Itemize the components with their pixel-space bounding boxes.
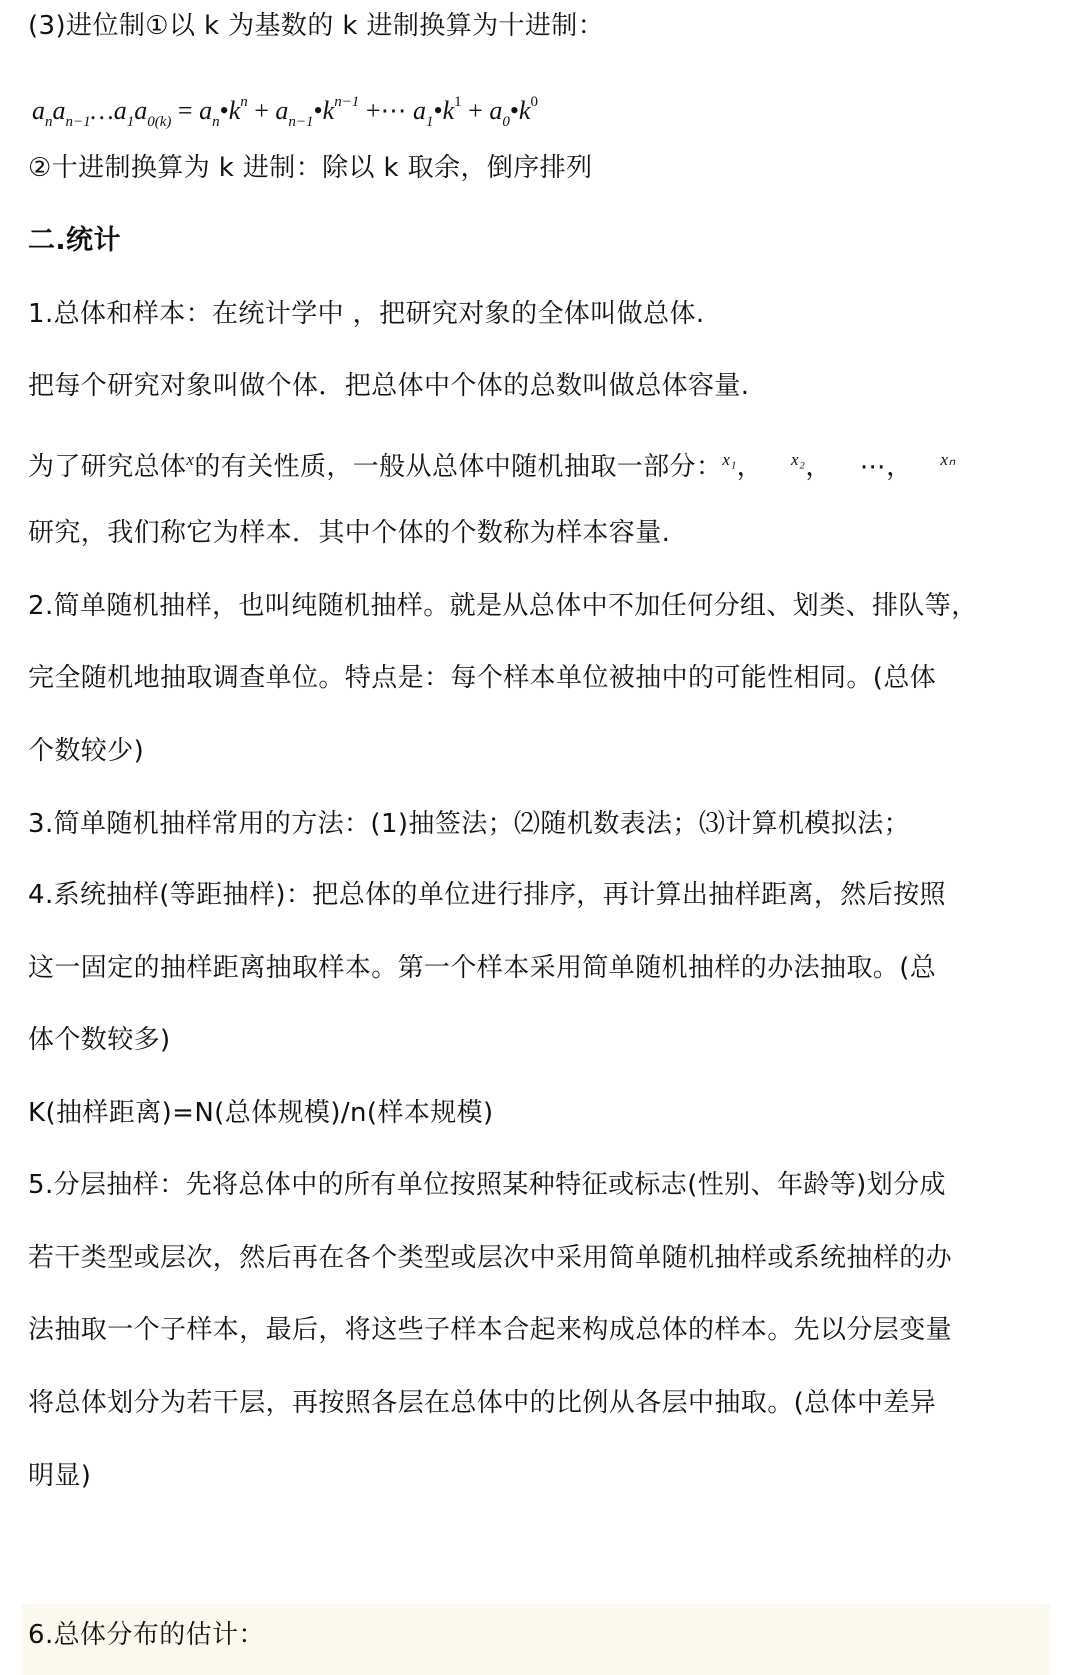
paragraph-line: 6.总体分布的估计： bbox=[28, 1620, 265, 1650]
sampling-interval-formula: K(抽样距离)=N(总体规模)/n(样本规模) bbox=[28, 1098, 494, 1128]
decimal-to-k-rule: ②十进制换算为 k 进制：除以 k 取余，倒序排列 bbox=[28, 153, 593, 183]
paragraph-line: 3.简单随机抽样常用的方法：(1)抽签法；⑵随机数表法；⑶计算机模拟法； bbox=[28, 809, 911, 839]
paragraph-line: 研究，我们称它为样本．其中个体的个数称为样本容量. bbox=[28, 518, 671, 548]
sample-xn: xₙ bbox=[940, 450, 956, 469]
formula-rhs: $a_n•k^n$ + $a_{n-1}•k^{n-1}$ +⋯ $a_1•k^1$ + $a_0•k^0$ bbox=[199, 94, 538, 130]
paragraph-line: 5.分层抽样：先将总体中的所有单位按照某种特征或标志(性别、年龄等)划分成 bbox=[28, 1170, 946, 1200]
paragraph-line: 把每个研究对象叫做个体．把总体中个体的总数叫做总体容量. bbox=[28, 371, 750, 401]
paragraph-line: 完全随机地抽取调查单位。特点是：每个样本单位被抽中的可能性相同。(总体 bbox=[28, 663, 937, 693]
paragraph-line: 将总体划分为若干层，再按照各层在总体中的比例从各层中抽取。(总体中差异 bbox=[28, 1388, 937, 1418]
paragraph-line: 法抽取一个子样本，最后，将这些子样本合起来构成总体的样本。先以分层变量 bbox=[28, 1315, 953, 1345]
paragraph-line: 若干类型或层次，然后再在各个类型或层次中采用简单随机抽样或系统抽样的办 bbox=[28, 1243, 953, 1273]
base-conversion-title: (3)进位制①以 k 为基数的 k 进制换算为十进制： bbox=[28, 11, 605, 41]
sample-x1: x₁ bbox=[722, 450, 737, 469]
paragraph-line: 明显) bbox=[28, 1461, 92, 1491]
paragraph-line: 个数较少) bbox=[28, 736, 145, 766]
separator: ， bbox=[805, 452, 832, 482]
sample-x2: x₂ bbox=[791, 450, 806, 469]
ellipsis: ⋯ bbox=[859, 452, 887, 482]
sampling-prefix: 为了研究总体 bbox=[28, 452, 187, 482]
sampling-middle: 的有关性质，一般从总体中随机抽取一部分： bbox=[194, 452, 723, 482]
statistics-heading: 二.统计 bbox=[28, 225, 121, 256]
population-variable: x bbox=[186, 450, 195, 469]
paragraph-line: 这一固定的抽样距离抽取样本。第一个样本采用简单随机抽样的办法抽取。(总 bbox=[28, 953, 937, 983]
paragraph-line: 1.总体和样本：在统计学中 ，把研究对象的全体叫做总体. bbox=[28, 299, 705, 329]
separator: ， bbox=[736, 452, 764, 482]
paragraph-line: 4.系统抽样(等距抽样)：把总体的单位进行排序，再计算出抽样距离，然后按照 bbox=[28, 880, 946, 910]
base-conversion-formula: $a_na_{n-1}\dots a_1a_{0(k)}$ = $a_n•k^n$ + $a_{n-1}•k^{n-1}$ +⋯ $a_1•k^1$ + $a_0•k^0$ bbox=[32, 94, 538, 130]
paragraph-line: 2.简单随机抽样，也叫纯随机抽样。就是从总体中不加任何分组、划类、排队等， bbox=[28, 591, 978, 621]
paragraph-line: 体个数较多) bbox=[28, 1025, 171, 1055]
separator: ， bbox=[886, 452, 913, 482]
formula-lhs: $a_na_{n-1}\dots a_1a_{0(k)}$ bbox=[32, 96, 172, 130]
sampling-description-line bbox=[28, 442, 1040, 485]
